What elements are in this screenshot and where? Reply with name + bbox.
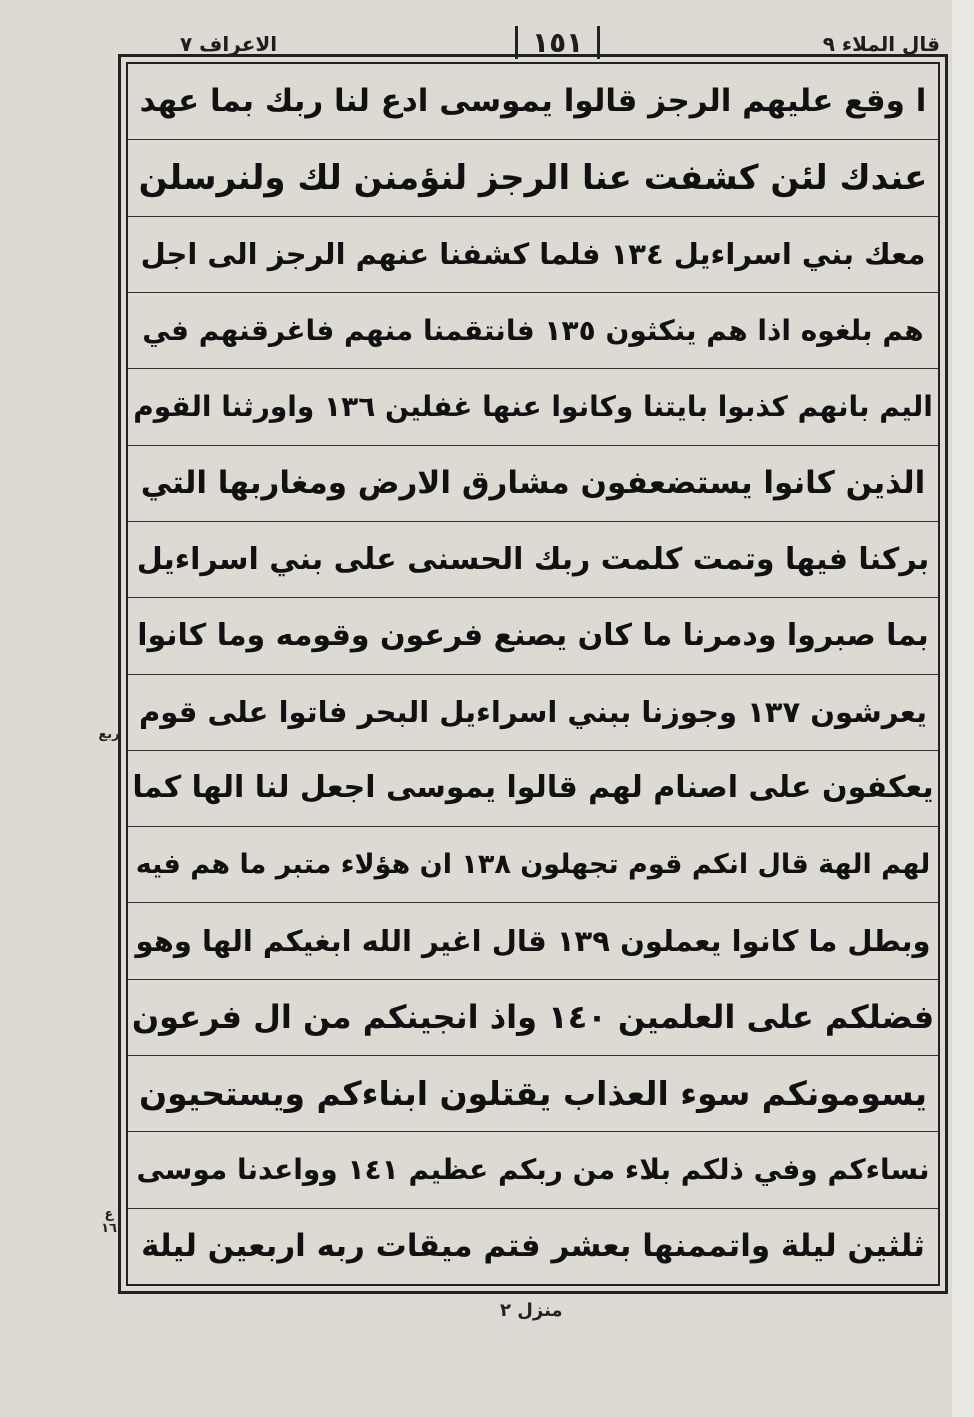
text-line xyxy=(128,980,938,1056)
line-text: اليم بانهم كذبوا بايتنا وكانوا عنها غفلين ١٣٦ واورثنا القوم xyxy=(133,389,933,423)
text-line xyxy=(128,369,938,445)
line-text: ثلثين ليلة واتممنها بعشر فتم ميقات ربه اربعين ليلة xyxy=(141,1227,925,1264)
line-text: وبطل ما كانوا يعملون ١٣٩ قال اغير الله ابغيكم الها وهو xyxy=(135,923,931,958)
manzil-footer: منزل ٢ xyxy=(500,1300,563,1321)
line-text: يعرشون ١٣٧ وجوزنا ببني اسراءيل البحر فاتوا على قوم xyxy=(138,694,928,729)
line-text: نساءكم وفي ذلكم بلاء من ربكم عظيم ١٤١ وواعدنا موسى xyxy=(136,1153,930,1187)
text-line xyxy=(128,751,938,827)
line-text: هم بلغوه اذا هم ينكثون ١٣٥ فانتقمنا منهم فاغرقنهم في xyxy=(142,313,924,347)
text-line xyxy=(128,1056,938,1132)
text-line xyxy=(128,827,938,903)
line-text: ا وقع عليهم الرجز قالوا يموسى ادع لنا ربك بما عهد xyxy=(139,83,927,120)
text-line xyxy=(128,598,938,674)
text-line xyxy=(128,293,938,369)
text-line xyxy=(128,903,938,979)
juz-title: قال الملاء ٩ xyxy=(822,32,940,56)
line-text: الذين كانوا يستضعفون مشارق الارض ومغاربها التي xyxy=(140,464,926,501)
page-edge xyxy=(952,0,974,1417)
rub-marker: ربع xyxy=(98,727,120,742)
text-line xyxy=(128,140,938,216)
line-text: فضلكم على العلمين ١٤٠ واذ انجينكم من ال فرعون xyxy=(131,998,935,1037)
page-number: ١٥١ xyxy=(515,26,600,59)
text-line xyxy=(128,446,938,522)
line-text: يسومونكم سوء العذاب يقتلون ابناءكم ويستحيون xyxy=(138,1074,928,1114)
text-line xyxy=(128,1132,938,1208)
surah-title: الاعراف ٧ xyxy=(180,32,278,56)
ruku-marker: ع ١٦ xyxy=(101,1207,117,1237)
line-text: لهم الهة قال انكم قوم تجهلون ١٣٨ ان هؤلاء متبر ما هم فيه xyxy=(135,849,931,881)
text-lines xyxy=(128,64,938,1284)
line-text: عندك لئن كشفت عنا الرجز لنؤمنن لك ولنرسلن xyxy=(138,157,928,198)
text-line xyxy=(128,64,938,140)
text-line xyxy=(128,522,938,598)
line-text: بركنا فيها وتمت كلمت ربك الحسنى على بني اسراءيل xyxy=(136,541,930,577)
text-line xyxy=(128,217,938,293)
line-text: بما صبروا ودمرنا ما كان يصنع فرعون وقومه وما كانوا xyxy=(137,617,929,653)
line-text: يعكفون على اصنام لهم قالوا يموسى اجعل لنا الها كما xyxy=(132,770,934,806)
text-line xyxy=(128,675,938,751)
text-line xyxy=(128,1209,938,1284)
line-text: معك بني اسراءيل ١٣٤ فلما كشفنا عنهم الرجز الى اجل xyxy=(140,236,926,271)
